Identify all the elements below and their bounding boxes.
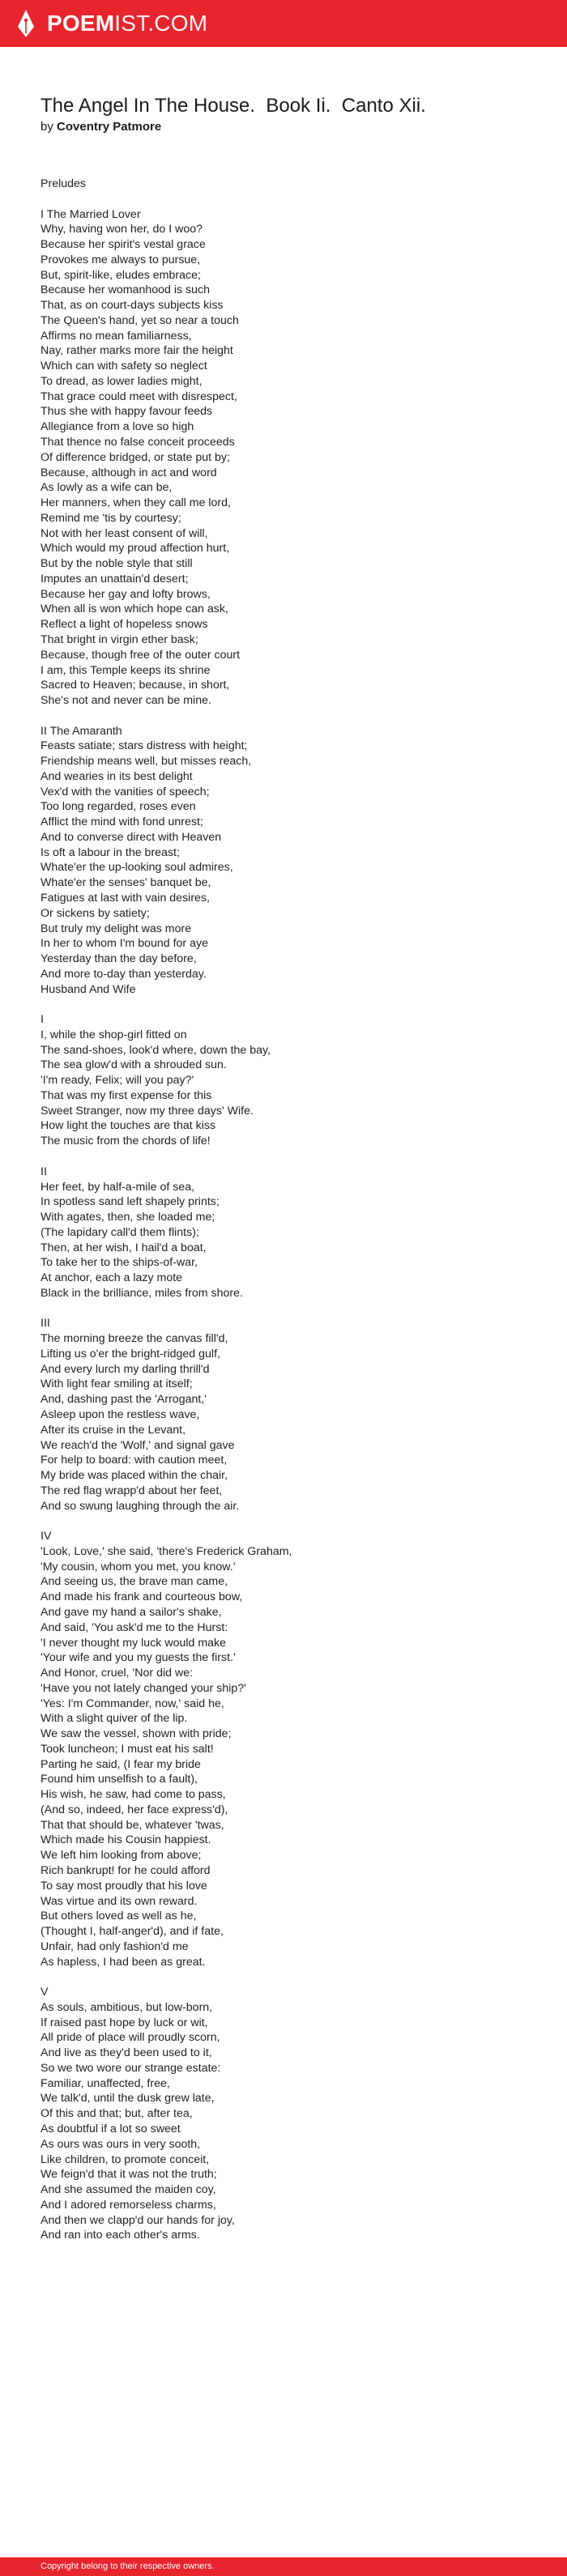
poem-line: Which made his Cousin happiest. bbox=[40, 1833, 211, 1847]
poem-line: And so swung laughing through the air. bbox=[40, 1499, 240, 1513]
poem-line: That thence no false conceit proceeds bbox=[40, 436, 235, 449]
by-label: by bbox=[40, 120, 58, 134]
poem-line: Afflict the mind with fond unrest; bbox=[40, 815, 203, 829]
poem-line: My bride was placed within the chair, bbox=[40, 1469, 228, 1483]
poem-line: III bbox=[40, 1317, 50, 1331]
poem-line: To say most proudly that his love bbox=[40, 1879, 207, 1893]
poem-line: Was virtue and its own reward. bbox=[40, 1894, 198, 1908]
poem-line: If raised past hope by luck or wit, bbox=[40, 2016, 208, 2029]
poem-line: Lifting us o'er the bright-ridged gulf, bbox=[40, 1347, 220, 1360]
poem-line: We feign'd that it was not the truth; bbox=[40, 2168, 217, 2182]
poem-line: 'I never thought my luck would make bbox=[40, 1636, 227, 1650]
poem-line: Asleep upon the restless wave, bbox=[40, 1408, 200, 1422]
poem-line: I am, this Temple keeps its shrine bbox=[40, 663, 211, 677]
poem-line: Reflect a light of hopeless snows bbox=[40, 618, 208, 632]
poem-line: The morning breeze the canvas fill'd, bbox=[40, 1332, 228, 1346]
poem-line: And live as they'd been used to it, bbox=[40, 2046, 212, 2060]
poem-line: And seeing us, the brave man came, bbox=[40, 1575, 228, 1589]
poem-line: Like children, to promote conceit, bbox=[40, 2152, 210, 2166]
poem-line: I, while the shop-girl fitted on bbox=[40, 1028, 187, 1041]
poem-line: As hapless, I had been as great. bbox=[40, 1955, 206, 1969]
poem-line: The Queen's hand, yet so near a touch bbox=[40, 313, 239, 327]
poem-line: Imputes an unattain'd desert; bbox=[40, 572, 189, 585]
poem-line: How light the touches are that kiss bbox=[40, 1119, 216, 1133]
poem-line: And gave my hand a sailor's shake, bbox=[40, 1605, 222, 1619]
logo-bold-text: POEM bbox=[47, 11, 115, 36]
poem-line: Remind me 'tis by courtesy; bbox=[40, 511, 181, 525]
site-header bbox=[0, 0, 567, 47]
poem-line: For help to board: with caution meet, bbox=[40, 1454, 228, 1467]
stanza-break bbox=[40, 1301, 543, 1317]
poem-line: And wearies in its best delight bbox=[40, 769, 193, 783]
poem-line: And then we clapp'd our hands for joy, bbox=[40, 2213, 235, 2227]
poem-line: The red flag wrapp'd about her feet, bbox=[40, 1484, 223, 1497]
poem-line: Too long regarded, roses even bbox=[40, 800, 196, 814]
poem-line: Her feet, by half-a-mile of sea, bbox=[40, 1180, 195, 1194]
poem-line: We saw the vessel, shown with pride; bbox=[40, 1727, 232, 1741]
pen-nib-icon[interactable] bbox=[16, 9, 36, 38]
poem-line: That bright in virgin ether bask; bbox=[40, 632, 198, 646]
poem-line: Of difference bridged, or state put by; bbox=[40, 450, 230, 464]
site-logo[interactable] bbox=[47, 11, 207, 36]
poem-line: Is oft a labour in the breast; bbox=[40, 845, 180, 859]
poem-line: II The Amaranth bbox=[40, 724, 122, 738]
poem-line: But by the noble style that still bbox=[40, 557, 193, 571]
poem-line: (The lapidary call'd them flints); bbox=[40, 1225, 199, 1239]
poem-line: As lowly as a wife can be, bbox=[40, 481, 173, 495]
stanza-break bbox=[40, 1149, 543, 1165]
poem-line: Thus she with happy favour feeds bbox=[40, 405, 213, 419]
poem-line: But, spirit-like, eludes embrace; bbox=[40, 268, 201, 282]
poem-line: 'Your wife and you my guests the first.' bbox=[40, 1651, 236, 1665]
poem-line: Because her spirit's vestal grace bbox=[40, 238, 206, 252]
poem-line: And every lurch my darling thrill'd bbox=[40, 1362, 210, 1376]
stanza-break bbox=[40, 709, 543, 724]
poem-line: Sacred to Heaven; because, in short, bbox=[40, 679, 230, 692]
poem-line: I bbox=[40, 1013, 44, 1027]
poem-line: That was my first expense for this bbox=[40, 1088, 212, 1102]
poem-line: To take her to the ships-of-war, bbox=[40, 1256, 198, 1270]
poem-line: All pride of place will proudly scorn, bbox=[40, 2031, 220, 2045]
poem-line: IV bbox=[40, 1530, 52, 1543]
poem-line: Rich bankrupt! for he could afford bbox=[40, 1863, 211, 1877]
poem-line: Because her womanhood is such bbox=[40, 283, 210, 297]
poem-line: And she assumed the maiden coy, bbox=[40, 2183, 216, 2197]
poem-line: Husband And Wife bbox=[40, 982, 136, 996]
poem-line: Sweet Stranger, now my three days' Wife. bbox=[40, 1104, 254, 1118]
poem-line: Whate'er the up-looking soul admires, bbox=[40, 861, 233, 875]
poem-line: Allegiance from a love so high bbox=[40, 420, 194, 434]
stanza-break bbox=[40, 1969, 543, 1985]
poem-line: And to converse direct with Heaven bbox=[40, 830, 222, 844]
poem-line: Fatigues at last with vain desires, bbox=[40, 891, 210, 905]
poem-line: The sand-shoes, look'd where, down the bay, bbox=[40, 1043, 271, 1057]
poem-line: And more to-day than yesterday. bbox=[40, 967, 207, 981]
poem-line: Feasts satiate; stars distress with height; bbox=[40, 739, 248, 753]
author-name[interactable]: Coventry Patmore bbox=[57, 120, 162, 134]
poem-line: As souls, ambitious, but low-born, bbox=[40, 2000, 213, 2014]
poem-line: Her manners, when they call me lord, bbox=[40, 496, 231, 510]
poem-line: With a slight quiver of the lip. bbox=[40, 1712, 188, 1726]
poem-title: The Angel In The House. Book Ii. Canto Xii. bbox=[40, 95, 426, 117]
poem-line: In spotless sand left shapely prints; bbox=[40, 1195, 220, 1209]
poem-line: Found him unselfish to a fault), bbox=[40, 1773, 198, 1786]
poem-line: (Thought I, half-anger'd), and if fate, bbox=[40, 1925, 224, 1939]
poem-line: Because, though free of the outer court bbox=[40, 648, 241, 662]
poem-line: Or sickens by satiety; bbox=[40, 906, 150, 920]
poem-line: Friendship means well, but misses reach, bbox=[40, 755, 252, 769]
poem-line: Yesterday than the day before, bbox=[40, 952, 197, 966]
poem-line: Preludes bbox=[40, 177, 86, 190]
poem-line: And, dashing past the 'Arrogant,' bbox=[40, 1393, 207, 1407]
poem-line: Which can with safety so neglect bbox=[40, 360, 207, 373]
poem-line: But truly my delight was more bbox=[40, 922, 192, 935]
poem-line: Then, at her wish, I hail'd a boat, bbox=[40, 1241, 207, 1254]
poem-line: And made his frank and courteous bow, bbox=[40, 1590, 243, 1604]
poem-line: In her to whom I'm bound for aye bbox=[40, 937, 208, 951]
poem-line: After its cruise in the Levant, bbox=[40, 1423, 186, 1437]
poem-line: Familiar, unaffected, free, bbox=[40, 2076, 170, 2090]
stanza-break bbox=[40, 997, 543, 1012]
poem-line: That, as on court-days subjects kiss bbox=[40, 299, 224, 313]
poem-line: 'Yes: I'm Commander, now,' said he, bbox=[40, 1697, 224, 1710]
poem-line: To dread, as lower ladies might, bbox=[40, 374, 202, 388]
poem-line: We talk'd, until the dusk grew late, bbox=[40, 2092, 215, 2106]
poem-line: With agates, then, she loaded me; bbox=[40, 1211, 215, 1224]
poem-line: Affirms no mean familiarness, bbox=[40, 329, 192, 343]
stanza-break bbox=[40, 1514, 543, 1529]
poem-line: Parting he said, (I fear my bride bbox=[40, 1757, 201, 1771]
poem-line: And Honor, cruel, 'Nor did we: bbox=[40, 1667, 194, 1680]
poem-line: Provokes me always to pursue, bbox=[40, 253, 201, 266]
poem-line: Because, although in act and word bbox=[40, 466, 217, 479]
poem-line: Took luncheon; I must eat his salt! bbox=[40, 1742, 214, 1756]
poem-line: 'Have you not lately changed your ship?' bbox=[40, 1681, 246, 1695]
poem-line: We reach'd the 'Wolf,' and signal gave bbox=[40, 1438, 235, 1452]
poem-line: Because her gay and lofty brows, bbox=[40, 587, 211, 601]
poem-line: With light fear smiling at itself; bbox=[40, 1377, 193, 1391]
poem-line: That grace could meet with disrespect, bbox=[40, 390, 237, 403]
poem-line: Black in the brilliance, miles from shore. bbox=[40, 1286, 243, 1300]
poem-line: And said, 'You ask'd me to the Hurst: bbox=[40, 1620, 228, 1634]
poem-line: Unfair, had only fashion'd me bbox=[40, 1939, 189, 1953]
poem-line: Whate'er the senses' banquet be, bbox=[40, 876, 211, 890]
poem-line: At anchor, each a lazy mote bbox=[40, 1271, 183, 1285]
poem-line: We left him looking from above; bbox=[40, 1849, 202, 1863]
site-footer bbox=[0, 2557, 567, 2576]
poem-line: 'I'm ready, Felix; will you pay?' bbox=[40, 1074, 194, 1088]
poem-body bbox=[40, 177, 543, 2243]
poem-line: His wish, he saw, had come to pass, bbox=[40, 1788, 226, 1802]
copyright-text: Copyright belong to their respective owners. bbox=[40, 2561, 215, 2571]
poem-line: As doubtful if a lot so sweet bbox=[40, 2123, 181, 2135]
poem-line: Why, having won her, do I woo? bbox=[40, 223, 203, 236]
poem-line: 'Look, Love,' she said, 'there's Frederick Graham, bbox=[40, 1544, 292, 1558]
poem-line: As ours was ours in very sooth, bbox=[40, 2137, 201, 2151]
poem-line: Not with her least consent of will, bbox=[40, 526, 208, 540]
poem-line: Of this and that; but, after tea, bbox=[40, 2107, 193, 2121]
poem-line: And ran into each other's arms. bbox=[40, 2229, 200, 2242]
poem-line: Vex'd with the vanities of speech; bbox=[40, 785, 210, 798]
poem-line: (And so, indeed, her face express'd), bbox=[40, 1803, 228, 1816]
poem-line: When all is won which hope can ask, bbox=[40, 602, 228, 616]
poem-line: But others loved as well as he, bbox=[40, 1910, 197, 1923]
stanza-break bbox=[40, 192, 543, 207]
poem-line: Nay, rather marks more fair the height bbox=[40, 344, 233, 358]
poem-line: That that should be, whatever 'twas, bbox=[40, 1818, 224, 1832]
byline bbox=[40, 120, 161, 134]
poem-line: V bbox=[40, 1986, 49, 1999]
poem-line: The sea glow'd with a shrouded sun. bbox=[40, 1058, 227, 1072]
poem-line: The music from the chords of life! bbox=[40, 1135, 211, 1148]
logo-light-text: IST.COM bbox=[114, 11, 208, 36]
poem-line: 'My cousin, whom you met, you know.' bbox=[40, 1560, 236, 1573]
poem-line: Which would my proud affection hurt, bbox=[40, 542, 230, 556]
poem-line: So we two wore our strange estate: bbox=[40, 2061, 221, 2075]
poem-line: She's not and never can be mine. bbox=[40, 694, 211, 708]
poem-line: II bbox=[40, 1165, 47, 1178]
poem-line: I The Married Lover bbox=[40, 207, 141, 221]
poem-line: And I adored remorseless charms, bbox=[40, 2198, 216, 2212]
